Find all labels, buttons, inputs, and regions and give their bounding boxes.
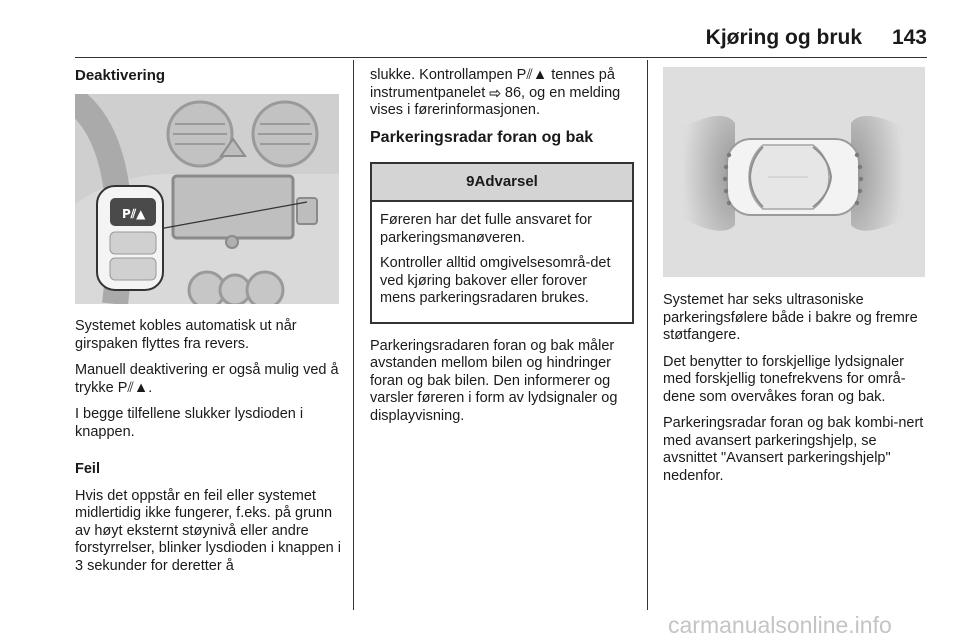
- header-rule: [75, 57, 927, 58]
- subheading-feil: Feil: [75, 461, 100, 477]
- paragraph: Systemet har seks ultrasoniske parkeringsfølere både i bakre og fremre støtfangere.: [663, 292, 918, 343]
- right-column-text: [663, 292, 929, 494]
- column-divider: [353, 60, 354, 610]
- left-column: [75, 67, 343, 97]
- paragraph: Parkeringsradaren foran og bak måler avstanden mellom bilen og hindringer foran og bak bilen. Den informerer og varsler føreren i form av lydsignaler og displayvisning.: [370, 337, 618, 424]
- header-title: Kjøring og bruk: [705, 26, 862, 49]
- dashboard-button-illustration: [75, 94, 339, 304]
- paragraph: Parkeringsradar foran og bak kombi-nert med avansert parkeringshjelp, se avsnittet "Avansert parkeringshjelp" nedenfor.: [663, 415, 924, 484]
- paragraph: slukke. Kontrollampen P⫽▲ tennes på instrumentpanelet ⇨ 86, og en melding vises i førerinformasjonen.: [370, 67, 621, 118]
- page-number: 143: [891, 26, 927, 49]
- left-column-text: [75, 318, 347, 584]
- parking-radar-illustration: [663, 67, 925, 277]
- warning-box: [370, 162, 634, 324]
- warning-text: Kontroller alltid omgivelsesområ-det ved kjøring bakover eller forover mens parkeringsradaren brukes.: [380, 255, 611, 306]
- paragraph: Systemet kobles automatisk ut når girspaken flyttes fra revers.: [75, 318, 297, 352]
- column-divider: [647, 60, 648, 610]
- paragraph: I begge tilfellene slukker lysdioden i knappen.: [75, 406, 304, 440]
- button-label-in-image: P⫽▲: [122, 207, 146, 221]
- warning-title: 9Advarsel: [372, 164, 632, 202]
- warning-text: Føreren har det fulle ansvaret for parkeringsmanøveren.: [380, 212, 592, 246]
- section-heading-parkeringsradar: Parkeringsradar foran og bak: [370, 128, 594, 146]
- paragraph: Det benytter to forskjellige lydsignaler med forskjellig tonefrekvens for områ-dene som overvåkes foran og bak.: [663, 353, 906, 405]
- section-heading-deaktivering: Deaktivering: [75, 67, 166, 84]
- middle-column: [370, 67, 634, 434]
- paragraph: Hvis det oppstår en feil eller systemet midlertidig ikke fungerer, f.eks. på grunn av høyt eksternt støynivå eller andre forstyrrelser, blinker lysdioden i knappen i 3 sekunder for deretter å: [75, 487, 341, 574]
- watermark: carmanualsonline.info: [668, 612, 892, 638]
- paragraph: Manuell deaktivering er også mulig ved å trykke P⫽▲.: [75, 362, 339, 396]
